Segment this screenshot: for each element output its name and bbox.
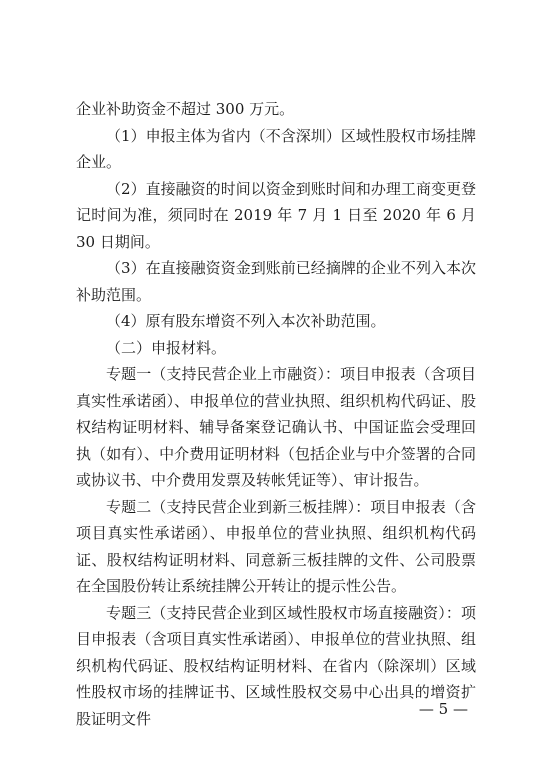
document-body <box>76 96 476 732</box>
paragraph-funding-cap: 企业补助资金不超过 300 万元。 <box>76 100 295 118</box>
paragraph-topic-2: 专题二（支持民营企业到新三板挂牌）：项目申报表（含项目真实性承诺函）、申报单位的营业执照、组织机构代码证、股权结构证明材料、同意新三板挂牌的文件、公司股票在全国股份转让系统挂牌公开转让的提示性公告。 <box>76 497 476 595</box>
paragraph-topic-3: 专题三（支持民营企业到区域性股权市场直接融资）：项目申报表（含项目真实性承诺函）、申报单位的营业执照、组织机构代码证、股权结构证明材料、在省内（除深圳）区域性股权市场的挂牌证书、区域性股权交易中心出具的增资扩股证明文件 <box>76 603 476 728</box>
paragraph-item-3: （3）在直接融资资金到账前已经摘牌的企业不列入本次补助范围。 <box>76 259 476 304</box>
paragraph-item-2: （2）直接融资的时间以资金到账时间和办理工商变更登记时间为准，须同时在 2019 年 7 月 1 日至 2020 年 6 月 30 日期间。 <box>76 179 476 251</box>
page-number: — 5 — <box>418 700 468 718</box>
paragraph-item-1: （1）申报主体为省内（不含深圳）区域性股权市场挂牌企业。 <box>76 126 476 171</box>
paragraph-item-4: （4）原有股东增资不列入本次补助范围。 <box>106 312 386 330</box>
section-heading-materials: （二）申报材料。 <box>106 338 227 357</box>
paragraph-topic-1: 专题一（支持民营企业上市融资）：项目申报表（含项目真实性承诺函）、申报单位的营业执照、组织机构代码证、股权结构证明材料、辅导备案登记确认书、中国证监会受理回执（如有）、中介费用证明材料（包括企业与中介签署的合同或协议书、中介费用发票及转帐凭证等）、审计报告。 <box>76 365 476 489</box>
